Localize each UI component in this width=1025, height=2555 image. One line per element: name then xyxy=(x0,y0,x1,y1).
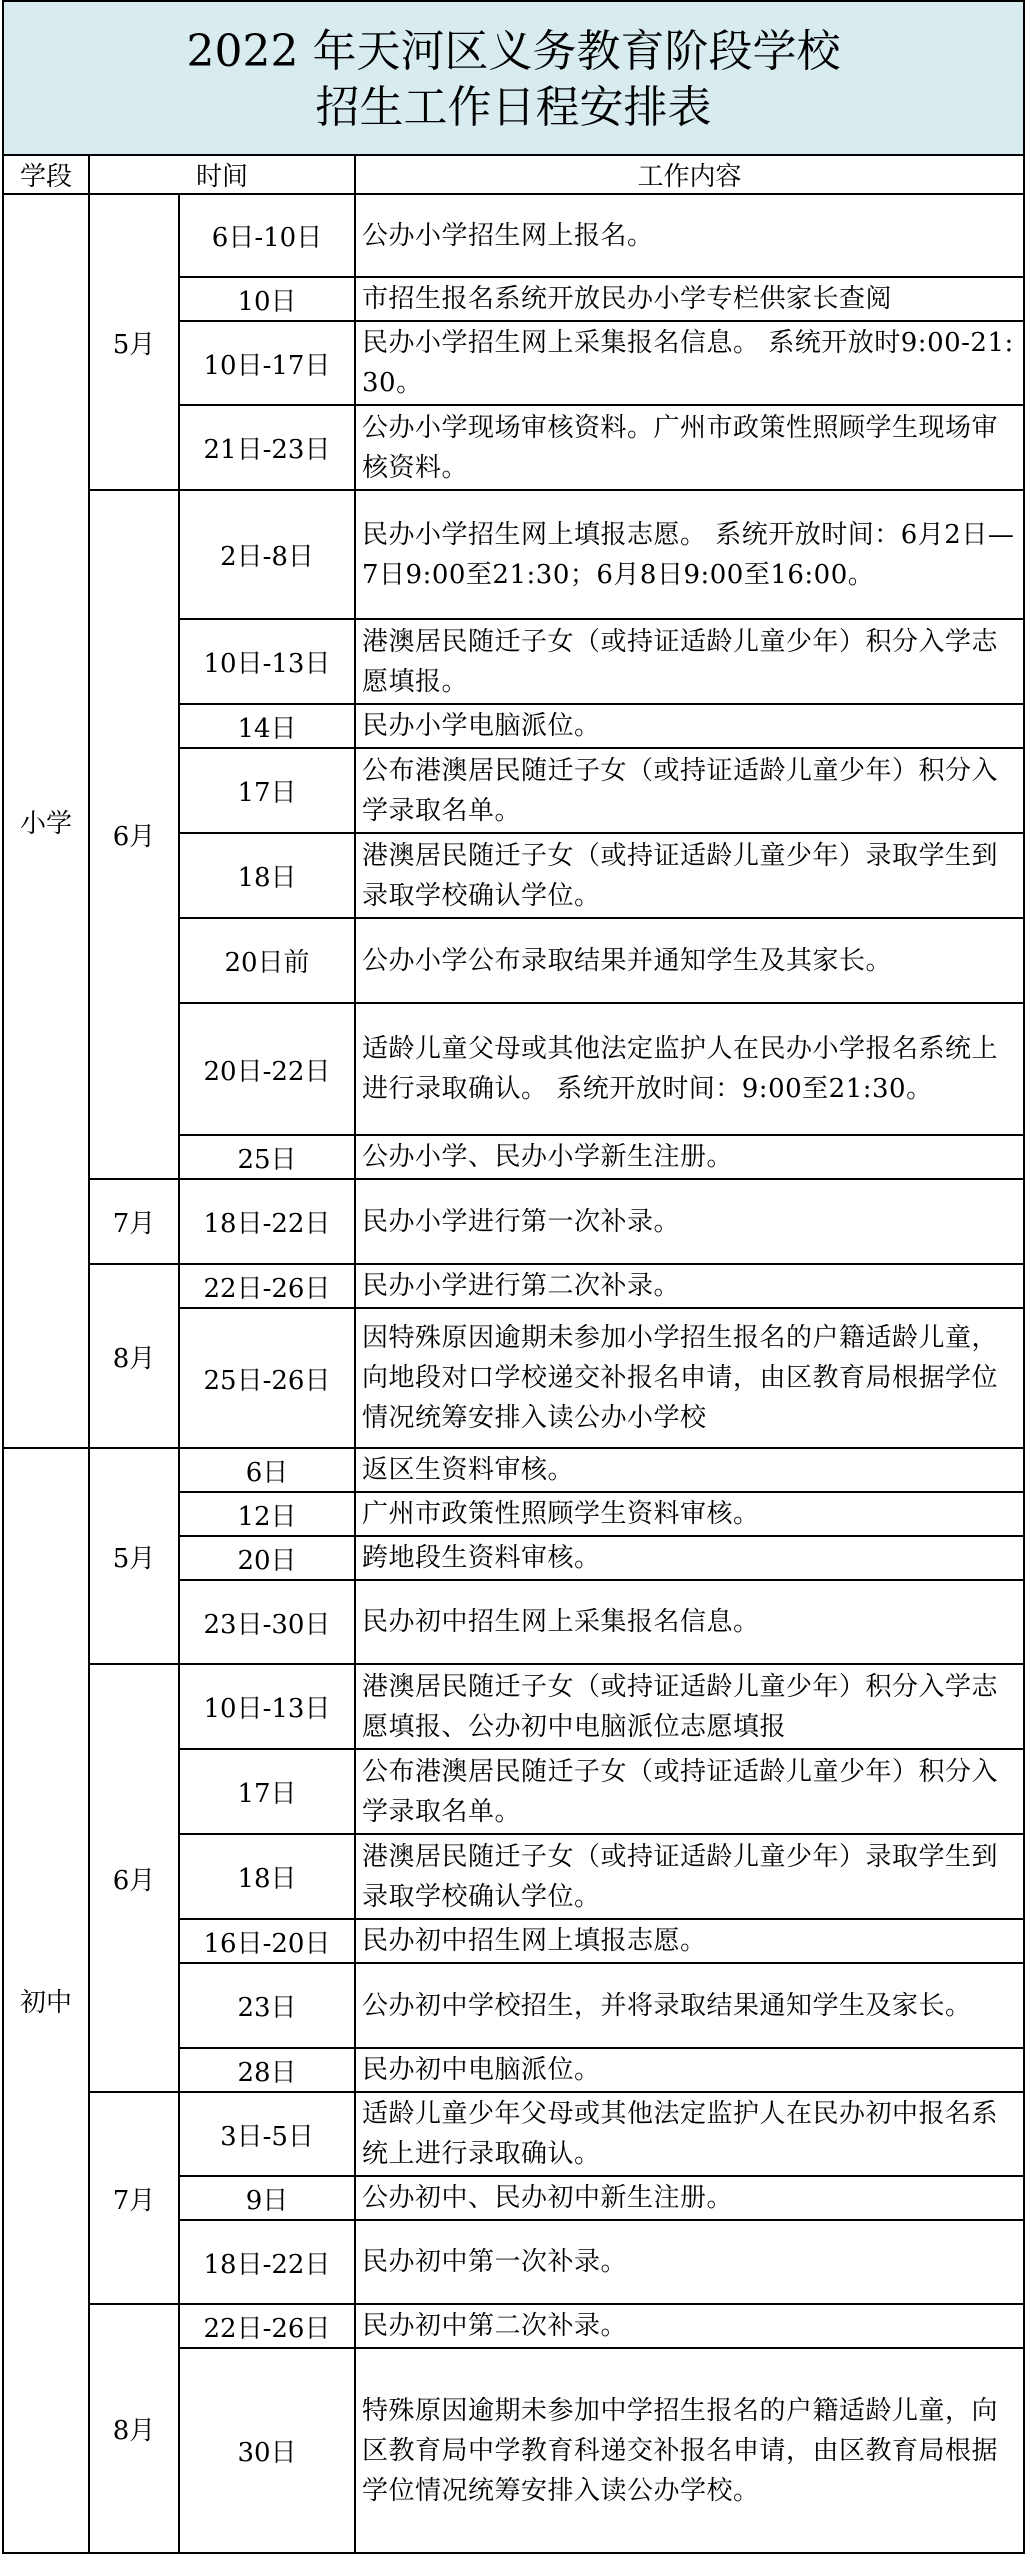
stage-cell: 小学 xyxy=(3,194,89,1448)
table-row xyxy=(3,194,1024,277)
content-cell: 民办初中第二次补录。 xyxy=(355,2304,1024,2348)
content-cell: 公办小学现场审核资料。广州市政策性照顾学生现场审核资料。 xyxy=(355,405,1024,490)
content-cell: 广州市政策性照顾学生资料审核。 xyxy=(355,1492,1024,1536)
date-cell: 3日-5日 xyxy=(179,2092,355,2176)
date-cell: 25日-26日 xyxy=(179,1308,355,1448)
header-stage: 学段 xyxy=(3,155,89,194)
title-row xyxy=(3,1,1024,155)
schedule-document xyxy=(2,0,1023,2554)
date-cell: 6日 xyxy=(179,1448,355,1492)
date-cell: 17日 xyxy=(179,748,355,833)
date-cell: 6日-10日 xyxy=(179,194,355,277)
table-row xyxy=(3,1179,1024,1264)
content-cell: 因特殊原因逾期未参加小学招生报名的户籍适龄儿童，向地段对口学校递交补报名申请，由区教育局根据学位情况统筹安排入读公办小学校 xyxy=(355,1308,1024,1448)
month-cell: 7月 xyxy=(89,2092,179,2304)
content-cell: 民办小学进行第二次补录。 xyxy=(355,1264,1024,1308)
content-cell: 港澳居民随迁子女（或持证适龄儿童少年）录取学生到录取学校确认学位。 xyxy=(355,1834,1024,1919)
date-cell: 17日 xyxy=(179,1749,355,1834)
date-cell: 23日-30日 xyxy=(179,1580,355,1664)
content-cell: 民办初中招生网上填报志愿。 xyxy=(355,1919,1024,1963)
date-cell: 10日-17日 xyxy=(179,321,355,405)
date-cell: 12日 xyxy=(179,1492,355,1536)
schedule-table xyxy=(2,0,1025,2554)
title-line-1: 2022 年天河区义务教育阶段学校 xyxy=(186,26,841,77)
content-cell: 适龄儿童父母或其他法定监护人在民办小学报名系统上进行录取确认。 系统开放时间：9:00至21:30。 xyxy=(355,1003,1024,1135)
date-cell: 16日-20日 xyxy=(179,1919,355,1963)
date-cell: 20日前 xyxy=(179,918,355,1003)
date-cell: 21日-23日 xyxy=(179,405,355,490)
date-cell: 10日-13日 xyxy=(179,619,355,704)
content-cell: 民办小学电脑派位。 xyxy=(355,704,1024,748)
content-cell: 公办小学招生网上报名。 xyxy=(355,194,1024,277)
date-cell: 20日 xyxy=(179,1536,355,1580)
date-cell: 22日-26日 xyxy=(179,1264,355,1308)
table-row xyxy=(3,1664,1024,1749)
date-cell: 14日 xyxy=(179,704,355,748)
content-cell: 适龄儿童少年父母或其他法定监护人在民办初中报名系统上进行录取确认。 xyxy=(355,2092,1024,2176)
month-cell: 5月 xyxy=(89,194,179,490)
date-cell: 30日 xyxy=(179,2348,355,2553)
date-cell: 18日-22日 xyxy=(179,2220,355,2304)
content-cell: 市招生报名系统开放民办小学专栏供家长查阅 xyxy=(355,277,1024,321)
content-cell: 公办小学公布录取结果并通知学生及其家长。 xyxy=(355,918,1024,1003)
content-cell: 返区生资料审核。 xyxy=(355,1448,1024,1492)
date-cell: 18日 xyxy=(179,833,355,918)
month-cell: 8月 xyxy=(89,2304,179,2553)
table-row xyxy=(3,1448,1024,1492)
month-cell: 8月 xyxy=(89,1264,179,1448)
content-cell: 民办小学招生网上填报志愿。 系统开放时间：6月2日—7日9:00至21:30；6月8日9:00至16:00。 xyxy=(355,490,1024,619)
content-cell: 港澳居民随迁子女（或持证适龄儿童少年）录取学生到录取学校确认学位。 xyxy=(355,833,1024,918)
content-cell: 港澳居民随迁子女（或持证适龄儿童少年）积分入学志愿填报、公办初中电脑派位志愿填报 xyxy=(355,1664,1024,1749)
content-cell: 民办小学进行第一次补录。 xyxy=(355,1179,1024,1264)
month-cell: 6月 xyxy=(89,490,179,1179)
content-cell: 民办初中第一次补录。 xyxy=(355,2220,1024,2304)
content-cell: 公办小学、民办小学新生注册。 xyxy=(355,1135,1024,1179)
date-cell: 22日-26日 xyxy=(179,2304,355,2348)
month-cell: 5月 xyxy=(89,1448,179,1664)
table-title xyxy=(3,1,1024,155)
month-cell: 6月 xyxy=(89,1664,179,2092)
table-row xyxy=(3,490,1024,619)
date-cell: 18日 xyxy=(179,1834,355,1919)
content-cell: 民办初中招生网上采集报名信息。 xyxy=(355,1580,1024,1664)
table-row xyxy=(3,2092,1024,2176)
date-cell: 10日 xyxy=(179,277,355,321)
title-line-2: 招生工作日程安排表 xyxy=(315,82,712,133)
date-cell: 9日 xyxy=(179,2176,355,2220)
content-cell: 民办初中电脑派位。 xyxy=(355,2048,1024,2092)
date-cell: 20日-22日 xyxy=(179,1003,355,1135)
content-cell: 公办初中、民办初中新生注册。 xyxy=(355,2176,1024,2220)
stage-cell: 初中 xyxy=(3,1448,89,2553)
date-cell: 10日-13日 xyxy=(179,1664,355,1749)
content-cell: 跨地段生资料审核。 xyxy=(355,1536,1024,1580)
content-cell: 公布港澳居民随迁子女（或持证适龄儿童少年）积分入学录取名单。 xyxy=(355,1749,1024,1834)
header-row xyxy=(3,155,1024,194)
month-cell: 7月 xyxy=(89,1179,179,1264)
date-cell: 28日 xyxy=(179,2048,355,2092)
header-content: 工作内容 xyxy=(355,155,1024,194)
header-time: 时间 xyxy=(89,155,355,194)
date-cell: 2日-8日 xyxy=(179,490,355,619)
content-cell: 港澳居民随迁子女（或持证适龄儿童少年）积分入学志愿填报。 xyxy=(355,619,1024,704)
content-cell: 特殊原因逾期未参加中学招生报名的户籍适龄儿童，向区教育局中学教育科递交补报名申请，由区教育局根据学位情况统筹安排入读公办学校。 xyxy=(355,2348,1024,2553)
table-row xyxy=(3,1264,1024,1308)
content-cell: 公布港澳居民随迁子女（或持证适龄儿童少年）积分入学录取名单。 xyxy=(355,748,1024,833)
content-cell: 公办初中学校招生，并将录取结果通知学生及家长。 xyxy=(355,1963,1024,2048)
date-cell: 25日 xyxy=(179,1135,355,1179)
date-cell: 23日 xyxy=(179,1963,355,2048)
date-cell: 18日-22日 xyxy=(179,1179,355,1264)
table-row xyxy=(3,2304,1024,2348)
content-cell: 民办小学招生网上采集报名信息。 系统开放时9:00-21:30。 xyxy=(355,321,1024,405)
